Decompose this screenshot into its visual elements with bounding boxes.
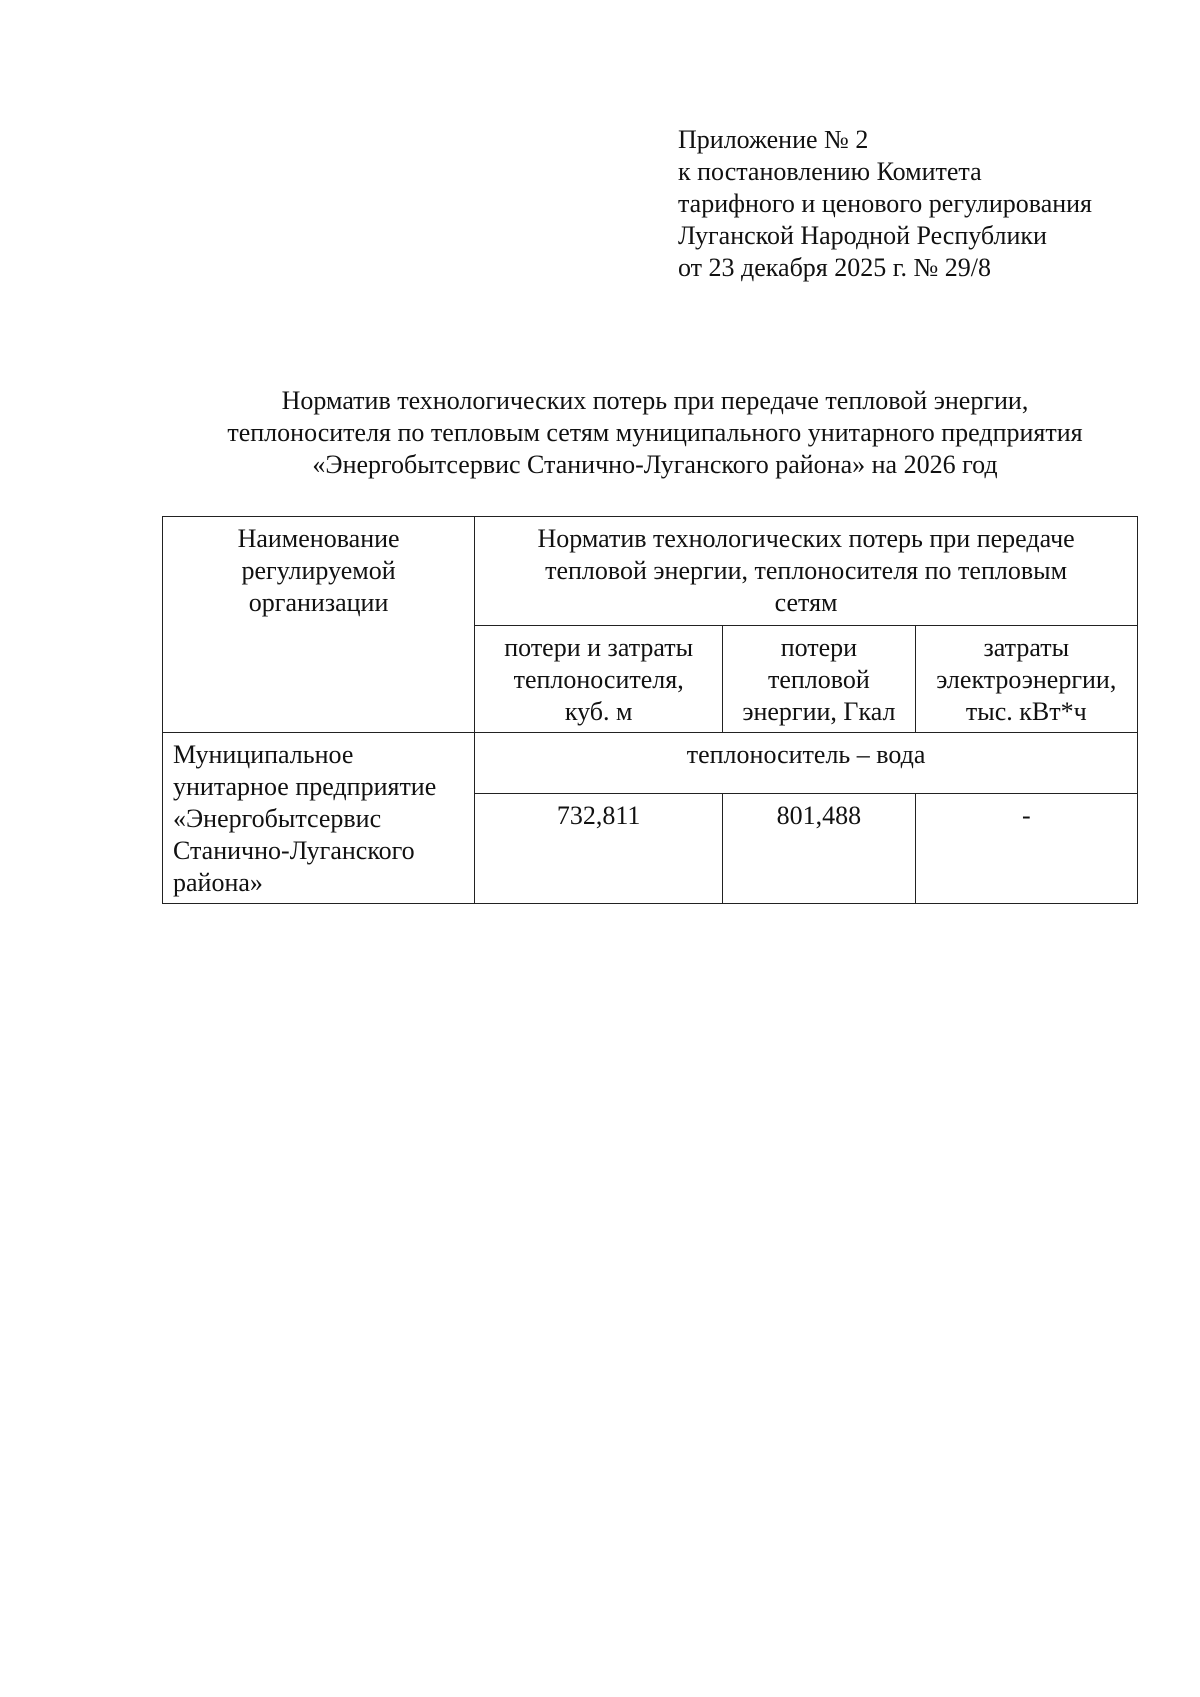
appendix-line: Приложение № 2 [678,125,869,154]
title-line: Норматив технологических потерь при передаче тепловой энергии, [281,386,1029,415]
title-line: «Энергобытсервис Станично-Луганского района» на 2026 год [312,450,998,479]
value-heat-losses: 801,488 [723,794,915,904]
appendix-line: Луганской Народной Республики [678,221,1047,250]
org-name-line: Станично-Луганского [173,836,415,865]
header-org-line: Наименование [237,524,400,553]
header-line: потери и затраты [504,633,694,662]
header-coolant-losses [475,626,723,733]
header-norm-line: Норматив технологических потерь при передаче [537,524,1075,553]
header-line: энергии, Гкал [742,697,896,726]
header-line: тепловой [767,665,870,694]
header-heat-losses [723,626,915,733]
appendix-line: к постановлению Комитета [678,157,982,186]
header-electricity [915,626,1137,733]
header-line: куб. м [564,697,633,726]
table-header-row [163,517,1138,626]
table-row [163,733,1138,794]
org-name-cell [163,733,475,904]
norm-table [162,516,1138,904]
document-title [150,385,1160,481]
header-line: затраты [983,633,1070,662]
header-line: теплоносителя, [513,665,684,694]
org-name-line: «Энергобытсервис [173,804,382,833]
header-norm-cell [475,517,1138,626]
appendix-line: тарифного и ценового регулирования [678,189,1093,218]
org-name-line: унитарное предприятие [173,772,437,801]
coolant-medium-cell: теплоноситель – вода [475,733,1138,794]
header-line: потери [780,633,858,662]
title-line: теплоносителя по тепловым сетям муниципального унитарного предприятия [227,418,1083,447]
header-line: тыс. кВт*ч [965,697,1087,726]
header-org-cell [163,517,475,733]
value-electricity: - [915,794,1137,904]
org-name-line: района» [173,868,263,897]
header-norm-line: тепловой энергии, теплоносителя по тепловым [545,556,1068,585]
appendix-block [678,124,1092,284]
appendix-line: от 23 декабря 2025 г. № 29/8 [678,253,992,282]
header-org-line: организации [248,588,389,617]
header-line: электроэнергии, [936,665,1117,694]
org-name-line: Муниципальное [173,740,354,769]
value-coolant-losses: 732,811 [475,794,723,904]
header-org-line: регулируемой [241,556,396,585]
header-norm-line: сетям [774,588,838,617]
